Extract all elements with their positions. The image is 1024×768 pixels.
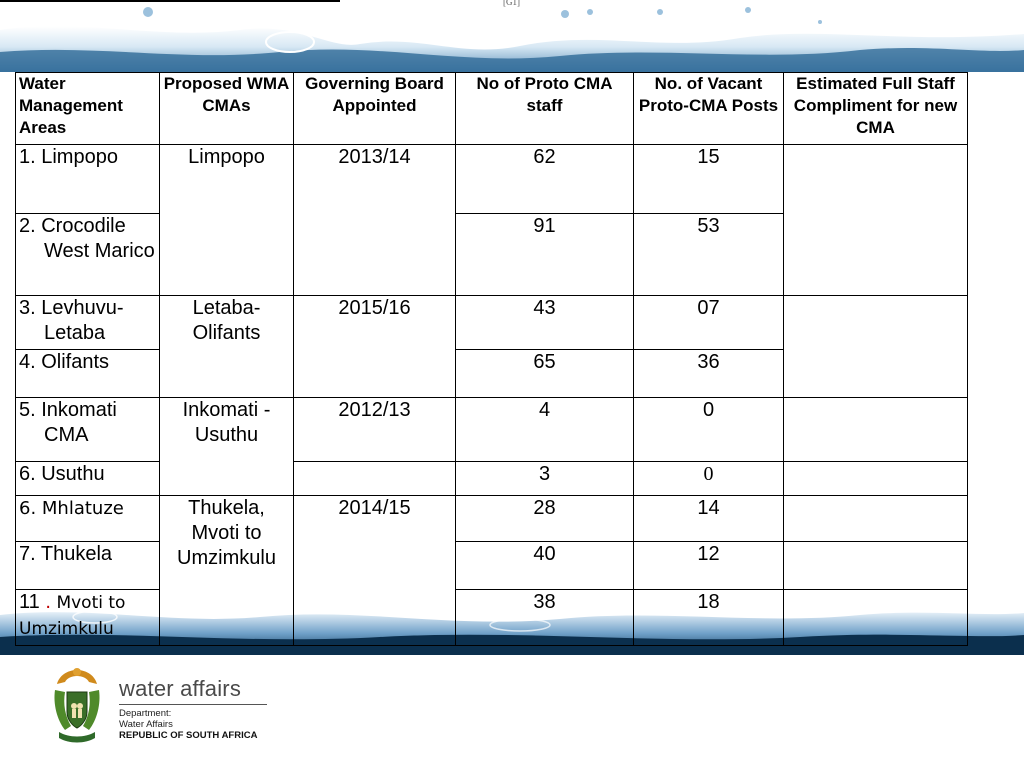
proto-staff-cell: 65 (456, 350, 634, 398)
table-row (16, 462, 968, 496)
wma-cell: 1. Limpopo (16, 145, 160, 214)
wma-cell (16, 590, 160, 646)
board-year-cell: 2015/16 (294, 296, 456, 398)
vacant-posts-cell: 07 (634, 296, 784, 350)
full-staff-cell (784, 590, 968, 646)
header-proto-cma-staff: No of Proto CMA staff (456, 73, 634, 145)
vacant-posts-cell: 18 (634, 590, 784, 646)
department-label: Department: (119, 708, 172, 719)
table-row (16, 145, 968, 214)
wma-cma-table (15, 72, 968, 646)
proto-staff-cell: 38 (456, 590, 634, 646)
proposed-cma-cell: Limpopo (160, 145, 294, 296)
vacant-posts-cell: 15 (634, 145, 784, 214)
header-vacant-posts: No. of Vacant Proto-CMA Posts (634, 73, 784, 145)
board-year-cell: 2014/15 (294, 496, 456, 646)
wma-cell: 2. Crocodile West Marico (16, 214, 160, 296)
brand-divider (119, 704, 267, 705)
full-staff-cell (784, 496, 968, 542)
header-full-staff-compliment: Estimated Full Staff Compliment for new CMA (784, 73, 968, 145)
proposed-cma-cell: Inkomati - Usuthu (160, 398, 294, 496)
wma-cell: 7. Thukela (16, 542, 160, 590)
brand-block (119, 676, 369, 741)
wma-cell: 6. Usuthu (16, 462, 160, 496)
wma-cell: 4. Olifants (16, 350, 160, 398)
proto-staff-cell: 62 (456, 145, 634, 214)
table-row (16, 542, 968, 590)
full-staff-cell (784, 542, 968, 590)
vacant-posts-cell: 12 (634, 542, 784, 590)
proposed-cma-cell: Thukela, Mvoti to Umzimkulu (160, 496, 294, 646)
board-year-cell: 2013/14 (294, 145, 456, 296)
board-year-cell (294, 462, 456, 496)
vacant-posts-cell: 36 (634, 350, 784, 398)
top-rule (0, 0, 340, 2)
wma-cell: 3. Levhuvu-Letaba (16, 296, 160, 350)
table-row (16, 590, 968, 646)
proto-staff-cell: 28 (456, 496, 634, 542)
wma-cell: 6. Mhlatuze (16, 496, 160, 542)
wma-dot: . (45, 591, 51, 613)
brand-name: water affairs (119, 676, 242, 701)
reference-mark: [G1] (503, 0, 520, 7)
country-name: REPUBLIC OF SOUTH AFRICA (119, 730, 258, 741)
header-water-management-areas: Water Management Areas (16, 73, 160, 145)
proto-staff-cell: 3 (456, 462, 634, 496)
vacant-posts-cell: 14 (634, 496, 784, 542)
full-staff-cell (784, 296, 968, 398)
vacant-posts-cell: 53 (634, 214, 784, 296)
table-header-row (16, 73, 968, 145)
coat-of-arms-icon (45, 664, 109, 746)
full-staff-cell (784, 145, 968, 296)
vacant-posts-cell: 0 (634, 398, 784, 462)
full-staff-cell (784, 398, 968, 462)
header-proposed-wma-cmas: Proposed WMA CMAs (160, 73, 294, 145)
header-governing-board: Governing Board Appointed (294, 73, 456, 145)
proposed-cma-cell: Letaba-Olifants (160, 296, 294, 398)
wma-name: Mvoti to Umzimkulu (19, 593, 126, 639)
proto-staff-cell: 43 (456, 296, 634, 350)
department-name: Water Affairs (119, 719, 173, 730)
wma-number: 11 (19, 591, 40, 613)
table-row (16, 496, 968, 542)
table-row (16, 398, 968, 462)
full-staff-cell (784, 462, 968, 496)
water-splash-top (0, 0, 1024, 72)
proto-staff-cell: 4 (456, 398, 634, 462)
board-year-cell: 2012/13 (294, 398, 456, 462)
proto-staff-cell: 91 (456, 214, 634, 296)
proto-staff-cell: 40 (456, 542, 634, 590)
vacant-posts-cell: 0 (634, 462, 784, 496)
wma-cell: 5. Inkomati CMA (16, 398, 160, 462)
table-row (16, 296, 968, 350)
